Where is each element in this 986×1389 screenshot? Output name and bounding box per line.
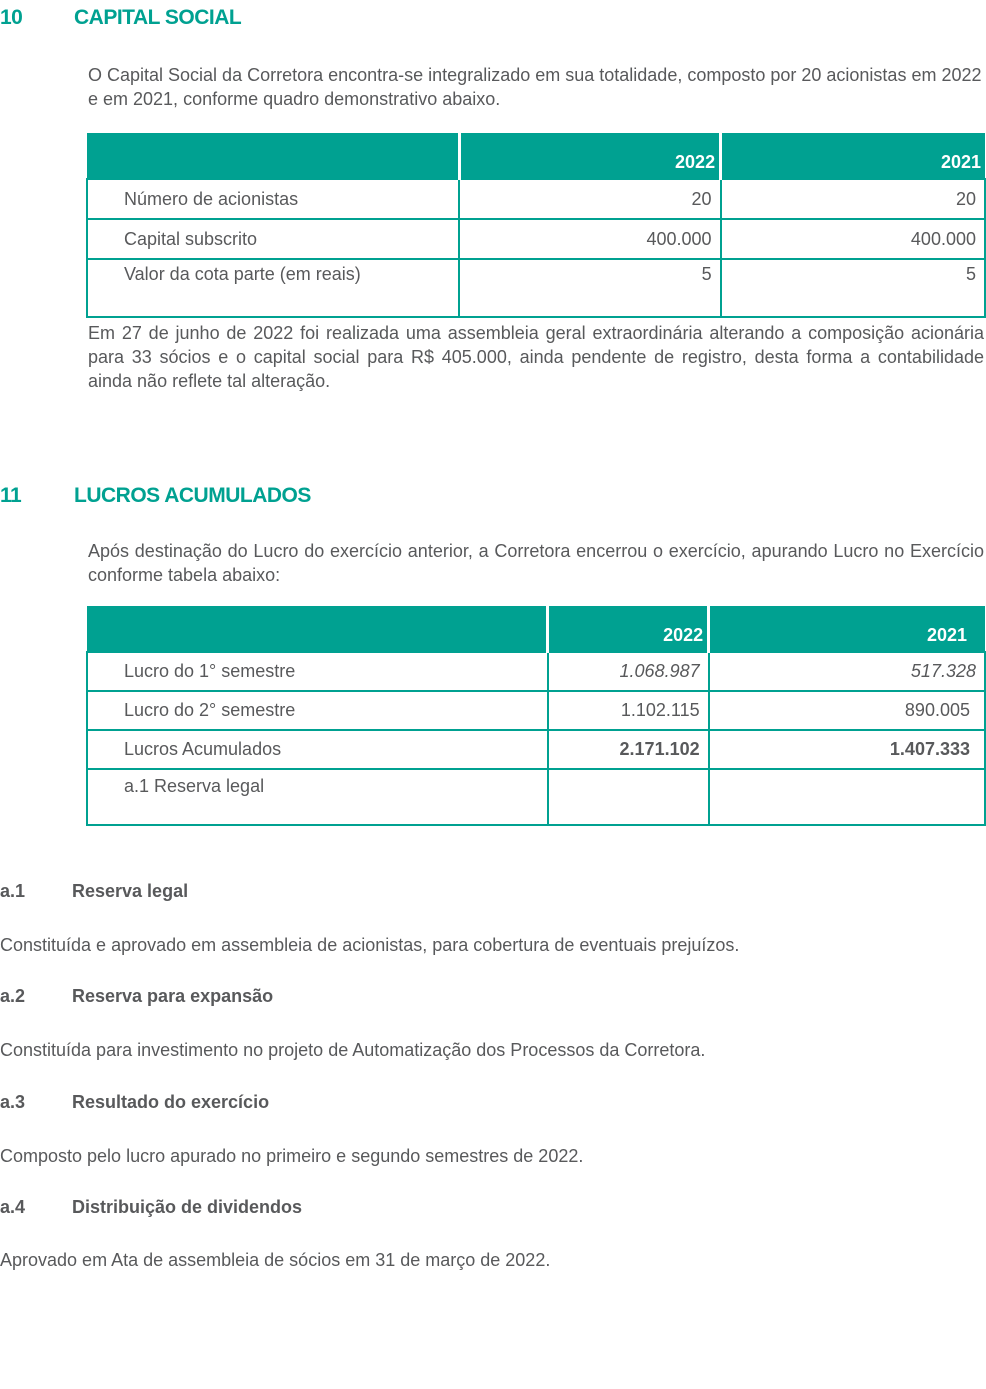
subsection-a2-body: Constituída para investimento no projeto de Automatização dos Processos da Corretora. [0,1040,706,1060]
subsection-title: Reserva para expansão [72,986,274,1006]
header-label [87,606,548,652]
value-2022: 20 [459,179,720,219]
subsection-title: Resultado do exercício [72,1092,270,1112]
table-row [87,730,985,769]
row-label: Lucros Acumulados [87,730,548,769]
header-label [87,133,459,179]
table-row [87,219,985,259]
subsection-a4-body: Aprovado em Ata de assembleia de sócios em 31 de março de 2022. [0,1250,551,1270]
subsection-code: a.2 [0,986,26,1006]
section-title: LUCROS ACUMULADOS [74,484,311,507]
lucros-acumulados-table [86,606,986,826]
table-header-row [87,133,985,179]
value-2022: 1.102.115 [548,691,709,730]
value-2021: 400.000 [721,219,985,259]
subsection-title: Distribuição de dividendos [72,1197,303,1217]
subsection-code: a.4 [0,1197,26,1217]
row-label: Número de acionistas [87,179,459,219]
row-label: Lucro do 2° semestre [87,691,548,730]
value-2022 [548,769,709,825]
value-2022: 2.171.102 [548,730,709,769]
value-2021: 890.005 [709,691,985,730]
value-2021: 20 [721,179,985,219]
header-2021: 2021 [709,606,985,652]
header-2021: 2021 [721,133,985,179]
table-row [87,179,985,219]
row-label: Lucro do 1° semestre [87,652,548,691]
section-number: 11 [0,484,22,507]
subsection-code: a.3 [0,1092,26,1112]
subsection-code: a.1 [0,881,26,901]
capital-social-table [86,133,986,318]
section-number: 10 [0,6,23,29]
subsection-title: Reserva legal [72,881,189,901]
value-2022: 5 [459,259,720,317]
value-2021: 5 [721,259,985,317]
capital-social-note: Em 27 de junho de 2022 foi realizada uma assembleia geral extraordinária alterando a composição acionária para 33 sócios e o capital social para R$ 405.000, ainda pendente de registro, desta forma a contabilidade ainda não reflete tal alteração. [88,323,984,391]
table-header-row [87,606,985,652]
row-label: Capital subscrito [87,219,459,259]
lucros-intro: Após destinação do Lucro do exercício anterior, a Corretora encerrou o exercício, apurando Lucro no Exercício conforme tabela abaixo: [88,541,984,585]
value-2021: 1.407.333 [709,730,985,769]
value-2021: 517.328 [709,652,985,691]
subsection-a3-body: Composto pelo lucro apurado no primeiro e segundo semestres de 2022. [0,1146,584,1166]
table-row [87,769,985,825]
table-row [87,691,985,730]
row-label: a.1 Reserva legal [87,769,548,825]
header-2022: 2022 [459,133,720,179]
table-row [87,652,985,691]
row-label: Valor da cota parte (em reais) [87,259,459,317]
value-2022: 400.000 [459,219,720,259]
value-2021 [709,769,985,825]
section-title: CAPITAL SOCIAL [74,6,242,29]
table-row [87,259,985,317]
value-2022: 1.068.987 [548,652,709,691]
header-2022: 2022 [548,606,709,652]
subsection-a1-body: Constituída e aprovado em assembleia de acionistas, para cobertura de eventuais prejuízos. [0,935,740,955]
capital-social-intro: O Capital Social da Corretora encontra-se integralizado em sua totalidade, composto por 20 acionistas em 2022 e em 2021, conforme quadro demonstrativo abaixo. [88,65,982,109]
